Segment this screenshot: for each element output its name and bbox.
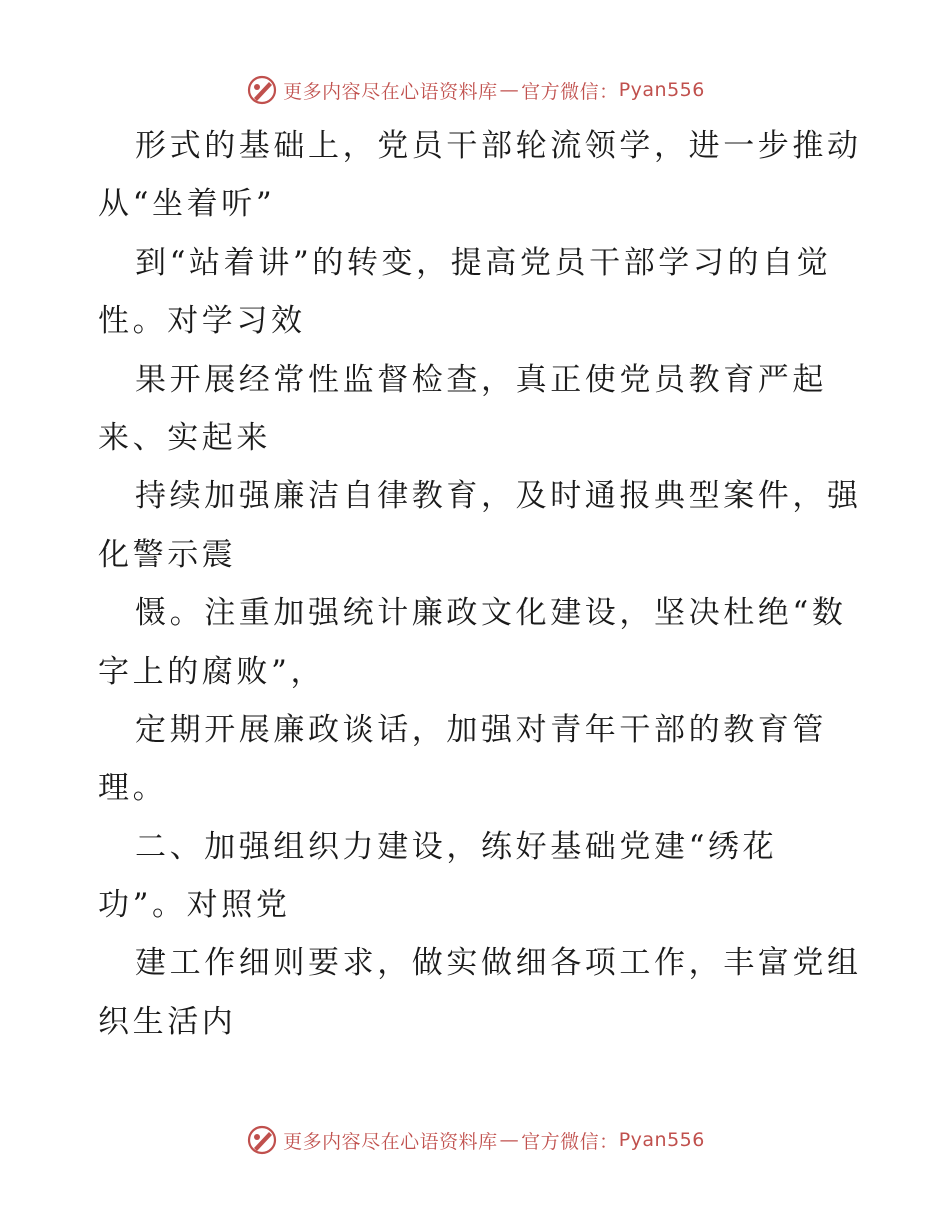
body-text-line: 定期开展廉政谈话，加强对青年干部的教育管	[135, 711, 827, 748]
body-text-line: 形式的基础上，党员干部轮流领学，进一步推动	[135, 128, 862, 164]
body-text-line: 织生活内	[98, 1003, 237, 1040]
watermark-suffix-text: 官方微信：	[521, 80, 619, 103]
body-text-line: 果开展经常性监督检查，真正使党员教育严起	[135, 361, 827, 398]
body-text-line: 理。	[98, 770, 168, 807]
watermark-suffix-text: 官方微信：	[521, 1130, 619, 1153]
body-text-line: 字上的腐败”，	[98, 653, 326, 690]
body-text-line: 到“站着讲”的转变，提高党员干部学习的自觉	[135, 244, 832, 281]
body-text-line: 二、加强组织力建设，练好基础党建“绣花	[135, 828, 778, 865]
body-text-line: 从“坐着听”	[98, 186, 276, 223]
body-text-line: 性。对学习效	[98, 303, 306, 340]
pen-seal-logo-icon	[245, 1123, 279, 1157]
watermark-brand-text: 更多内容尽在心语资料库	[283, 1130, 498, 1153]
watermark-separator: —	[499, 1129, 520, 1151]
pen-seal-logo-icon	[245, 73, 279, 107]
document-body	[98, 117, 862, 1051]
footer-watermark	[0, 1120, 950, 1160]
header-watermark	[0, 70, 950, 110]
watermark-account: Pyan556	[618, 79, 705, 101]
body-text-line: 功”。对照党	[98, 887, 291, 924]
body-text-line: 慑。注重加强统计廉政文化建设，坚决杜绝“数	[135, 595, 847, 632]
watermark-account: Pyan556	[618, 1129, 705, 1151]
body-text-line: 建工作细则要求，做实做细各项工作，丰富党组	[135, 945, 862, 982]
body-text-line: 来、实起来	[98, 419, 271, 456]
watermark-brand-text: 更多内容尽在心语资料库	[283, 80, 498, 103]
watermark-separator: —	[499, 79, 520, 101]
body-text-line: 化警示震	[98, 536, 237, 573]
body-text-line: 持续加强廉洁自律教育，及时通报典型案件，强	[135, 478, 862, 515]
